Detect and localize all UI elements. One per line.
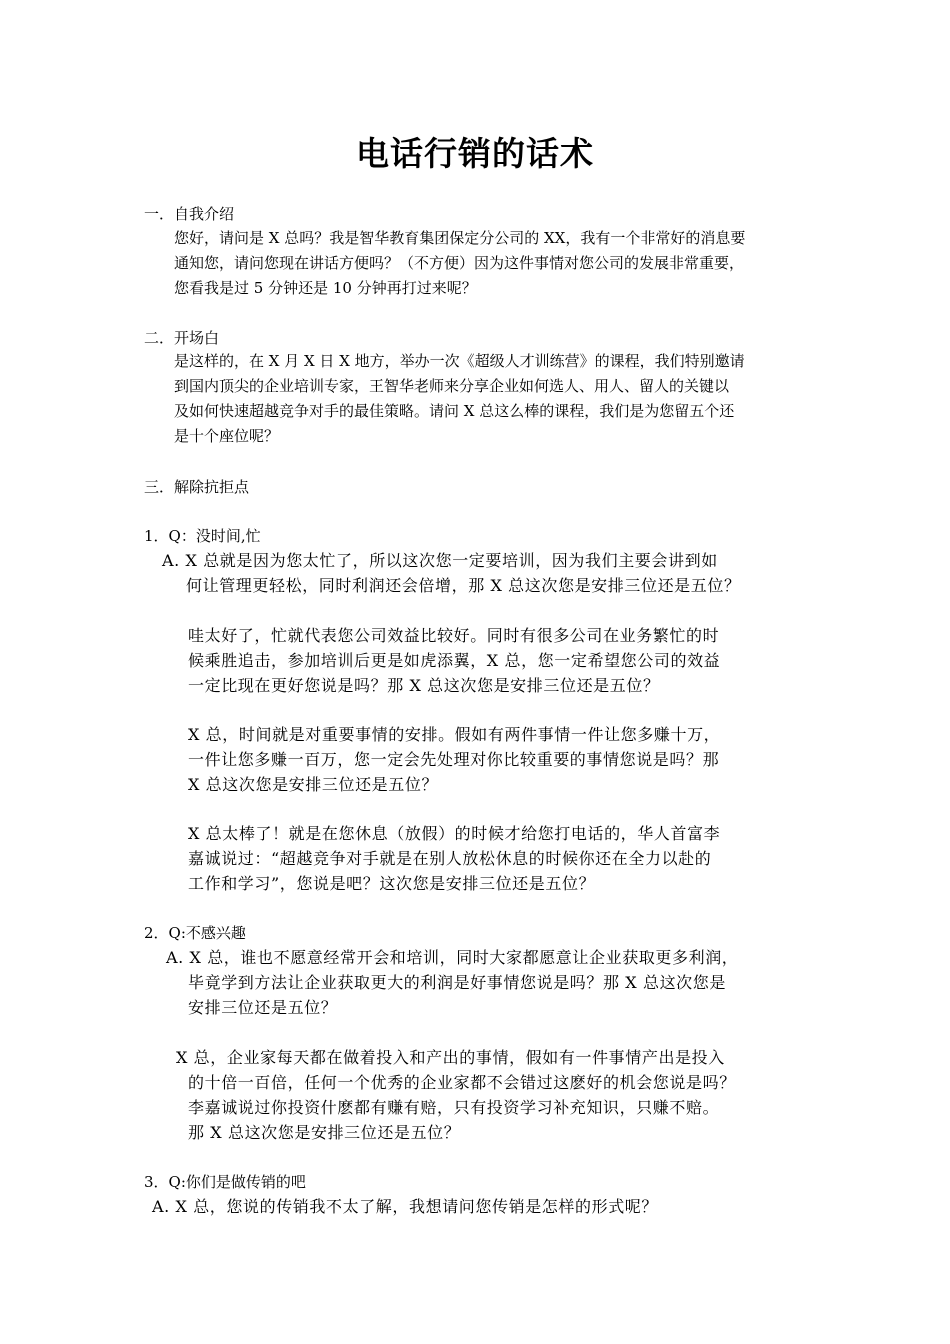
answer-line: A. X 总，谁也不愿意经常开会和培训，同时大家都愿意让企业获取更多利润，: [166, 948, 739, 967]
section-heading-objections: 三．解除抗拒点: [144, 478, 250, 496]
answer-line: 安排三位还是五位？: [188, 998, 338, 1017]
answer-line: A. X 总就是因为您太忙了，所以这次您一定要培训，因为我们主要会讲到如: [162, 551, 718, 570]
intro-line: 您看我是过 5 分钟还是 10 分钟再打过来呢？: [174, 279, 477, 297]
question-3: 3．Q:你们是做传销的吧: [144, 1173, 306, 1191]
question-1: 1．Q：没时间,忙: [144, 527, 261, 545]
intro-line: 通知您，请问您现在讲话方便吗？（不方便）因为这件事情对您公司的发展非常重要，: [174, 254, 745, 272]
q2-answer-1: [166, 945, 738, 1020]
document-title: 电话行销的话术: [356, 134, 594, 173]
answer-line: X 总这次您是安排三位还是五位？: [188, 775, 439, 794]
answer-line: X 总，企业家每天都在做着投入和产出的事情，假如有一件事情产出是投入: [176, 1048, 725, 1067]
answer-line: A. X 总，您说的传销我不太了解，我想请问您传销是怎样的形式呢？: [152, 1197, 659, 1216]
q1-answer-2: [188, 623, 720, 698]
answer-line: 一定比现在更好您说是吗？那 X 总这次您是安排三位还是五位？: [188, 676, 660, 695]
opening-line: 是十个座位呢？: [174, 427, 280, 445]
section-heading-opening: 二．开场白: [144, 329, 220, 347]
answer-line: 那 X 总这次您是安排三位还是五位？: [188, 1123, 461, 1142]
q1-answer-3: [188, 722, 720, 797]
answer-line: 哇太好了，忙就代表您公司效益比较好。同时有很多公司在业务繁忙的时: [188, 626, 720, 645]
intro-paragraph: [174, 226, 745, 301]
answer-line: 何让管理更轻松，同时利润还会倍增，那 X 总这次您是安排三位还是五位？: [186, 576, 741, 595]
answer-line: 工作和学习”，您说是吧？这次您是安排三位还是五位？: [188, 874, 596, 893]
section-heading-intro: 一．自我介绍: [144, 205, 235, 223]
answer-line: 李嘉诚说过你投资什麽都有赚有赔，只有投资学习补充知识，只赚不赔。: [188, 1098, 720, 1117]
answer-line: X 总太棒了！就是在您休息（放假）的时候才给您打电话的，华人首富李: [188, 824, 721, 843]
q3-answer-1: [152, 1194, 658, 1219]
q2-answer-2: [176, 1045, 736, 1145]
opening-paragraph: [174, 349, 745, 449]
answer-line: 嘉诚说过：“超越竞争对手就是在别人放松休息的时候你还在全力以赴的: [188, 849, 712, 868]
question-2: 2．Q:不感兴趣: [144, 924, 246, 942]
q1-answer-1: [162, 548, 741, 598]
opening-line: 及如何快速超越竞争对手的最佳策略。请问 X 总这么棒的课程，我们是为您留五个还: [174, 402, 735, 420]
answer-line: 一件让您多赚一百万，您一定会先处理对你比较重要的事情您说是吗？那: [188, 750, 720, 769]
opening-line: 是这样的，在 X 月 X 日 X 地方，举办一次《超级人才训练营》的课程，我们特别邀请: [174, 352, 745, 370]
opening-line: 到国内顶尖的企业培训专家，王智华老师来分享企业如何选人、用人、留人的关键以: [174, 377, 730, 395]
intro-line: 您好，请问是 X 总吗？我是智华教育集团保定分公司的 XX，我有一个非常好的消息要: [174, 229, 746, 247]
answer-line: 候乘胜追击，参加培训后更是如虎添翼，X 总，您一定希望您公司的效益: [188, 651, 721, 670]
answer-line: 毕竟学到方法让企业获取更大的利润是好事情您说是吗？那 X 总这次您是: [188, 973, 726, 992]
answer-line: 的十倍一百倍，任何一个优秀的企业家都不会错过这麽好的机会您说是吗？: [188, 1073, 736, 1092]
q1-answer-4: [188, 821, 720, 896]
answer-line: X 总，时间就是对重要事情的安排。假如有两件事情一件让您多赚十万，: [188, 725, 721, 744]
